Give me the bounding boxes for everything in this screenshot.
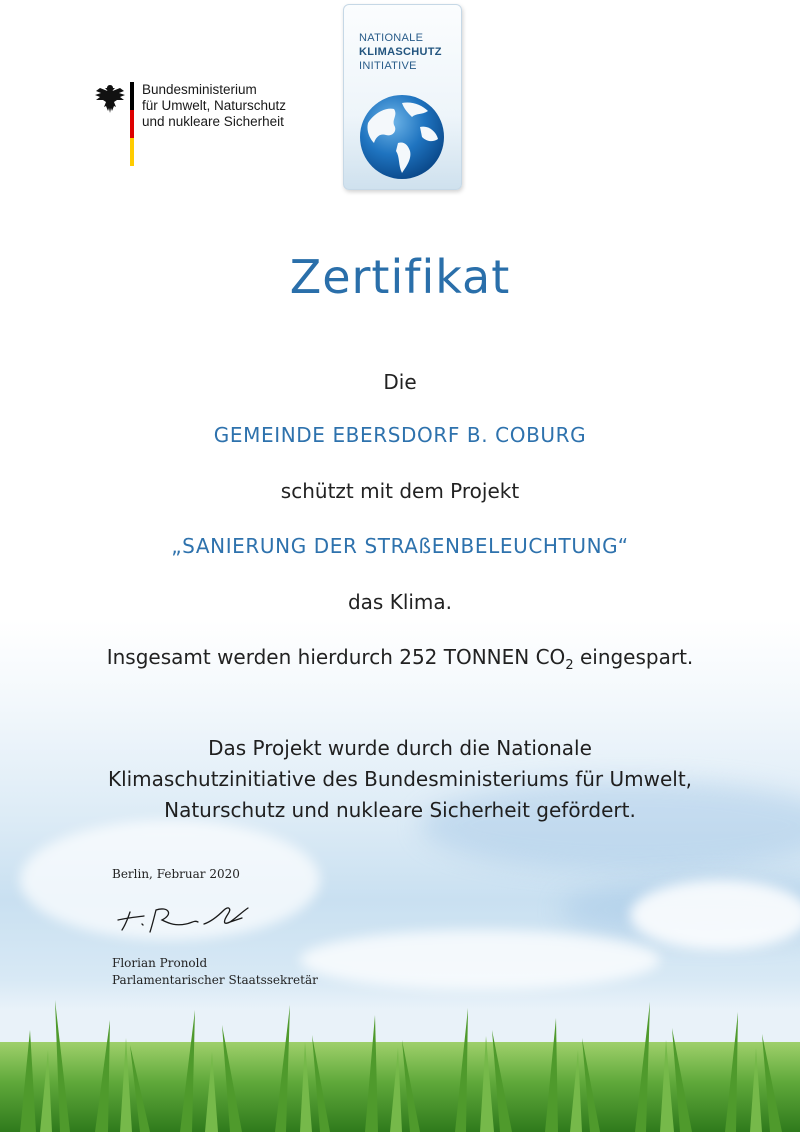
ministry-line: für Umwelt, Naturschutz	[142, 98, 287, 113]
ministry-logo	[94, 82, 286, 166]
initiative-line: INITIATIVE	[359, 60, 417, 72]
funding-line: Naturschutz und nukleare Sicherheit gefördert.	[164, 798, 636, 822]
savings-subscript: 2	[565, 658, 574, 673]
globe-icon	[358, 93, 446, 181]
savings-prefix: Insgesamt werden hierdurch 252 TONNEN CO	[106, 645, 566, 669]
municipality-name: GEMEINDE EBERSDORF B. COBURG	[213, 423, 587, 447]
savings-suffix: eingespart.	[573, 645, 694, 669]
savings-statement	[0, 645, 800, 673]
protects-text: schützt mit dem Projekt	[280, 479, 520, 503]
initiative-line: KLIMASCHUTZ	[359, 46, 442, 58]
line-die: Die	[383, 370, 417, 394]
grass-field-image	[0, 990, 800, 1132]
cloud	[630, 880, 800, 950]
funding-line: Das Projekt wurde durch die Nationale	[208, 736, 592, 760]
signature-image	[112, 898, 272, 938]
funding-line: Klimaschutzinitiative des Bundesministeriums für Umwelt,	[107, 767, 693, 791]
funding-paragraph	[0, 733, 800, 826]
cloud	[300, 930, 660, 990]
signer-block	[112, 955, 318, 989]
german-flag-bar	[130, 82, 134, 166]
signer-name: Florian Pronold	[112, 956, 208, 970]
climate-text: das Klima.	[347, 590, 453, 614]
initiative-line: NATIONALE	[359, 32, 424, 44]
ministry-line: Bundesministerium	[142, 82, 257, 97]
signer-title: Parlamentarischer Staatssekretär	[112, 973, 318, 987]
ministry-name	[142, 82, 286, 130]
initiative-name	[359, 31, 442, 73]
climate-initiative-logo	[343, 4, 462, 190]
certificate-title: Zertifikat	[289, 250, 511, 304]
place-date: Berlin, Februar 2020	[112, 867, 240, 881]
project-name: „SANIERUNG DER STRAßENBELEUCHTUNG“	[171, 534, 629, 558]
federal-eagle-icon	[94, 82, 126, 116]
ministry-line: und nukleare Sicherheit	[142, 114, 284, 129]
